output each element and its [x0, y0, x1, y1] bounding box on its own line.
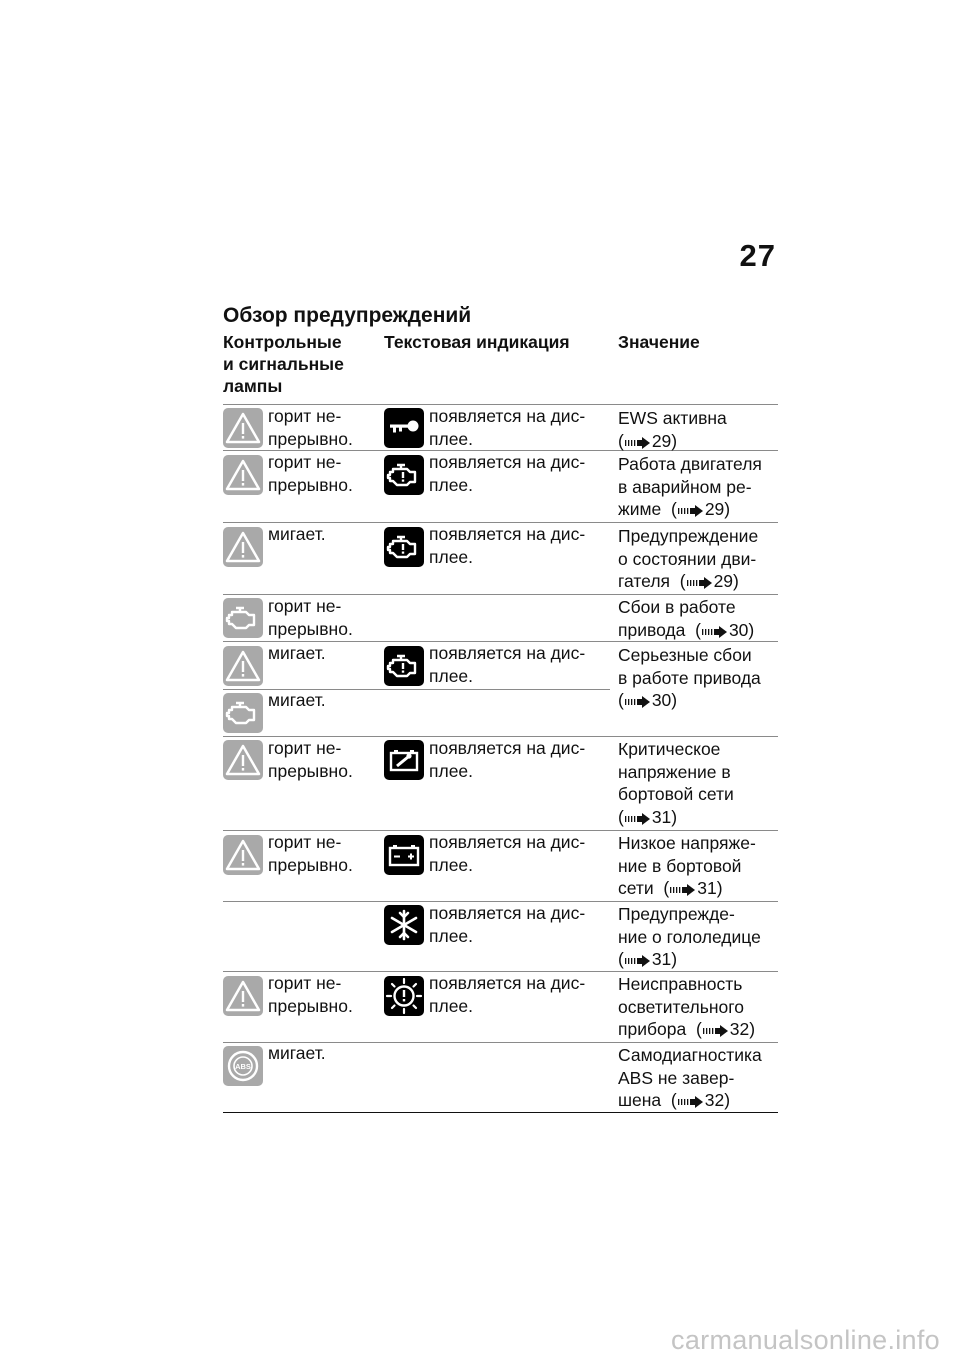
- lamp-state-line: мигает.: [268, 524, 326, 544]
- lamp-state-line: горит не-: [268, 738, 342, 758]
- meaning-text: [618, 453, 762, 521]
- meaning-ref: гателя ( 29): [618, 571, 739, 591]
- engine-icon: [384, 646, 424, 686]
- lamp-state: [268, 523, 326, 546]
- lamp-state: [268, 689, 326, 712]
- arrow-right-icon: [678, 1096, 704, 1108]
- meaning-text-line: о состоянии дви-: [618, 548, 757, 569]
- meaning-text-line: Самодиагностика: [618, 1045, 762, 1065]
- arrow-right-icon: [625, 955, 651, 967]
- arrow-right-icon: [625, 437, 651, 449]
- lamp-state: [268, 737, 353, 782]
- warning-triangle-icon: [223, 835, 263, 875]
- lamp-state-line: горит не-: [268, 596, 342, 616]
- display-text-line: плее.: [429, 995, 474, 1016]
- meaning-text-line: Низкое напряже-: [618, 833, 756, 853]
- lamp-state-line: прерывно.: [268, 618, 353, 639]
- arrow-right-icon: [678, 505, 704, 517]
- meaning-text-line: сети: [618, 878, 654, 898]
- meaning-text-line: напряжение в: [618, 761, 731, 782]
- meaning-text-line: жиме: [618, 499, 662, 519]
- lamp-state-line: прерывно.: [268, 474, 353, 495]
- lamp-state: [268, 405, 353, 450]
- meaning-ref-page: 32): [729, 1019, 756, 1039]
- engine-icon: [223, 598, 263, 638]
- display-text-line: появляется на дис-: [429, 643, 586, 663]
- meaning-text: [618, 596, 754, 641]
- lamp-state-line: прерывно.: [268, 760, 353, 781]
- meaning-text: [618, 525, 758, 593]
- section-title: Обзор предупреждений: [223, 304, 472, 327]
- meaning-text: [618, 407, 727, 452]
- display-text-line: появляется на дис-: [429, 903, 586, 923]
- meaning-text-line: гателя: [618, 571, 671, 591]
- lamp-state-line: горит не-: [268, 406, 342, 426]
- lamp-state: [268, 831, 353, 876]
- display-text-line: плее.: [429, 760, 474, 781]
- meaning-text-line: Работа двигателя: [618, 454, 762, 474]
- display-text: [429, 737, 585, 782]
- table-bottom-rule: [223, 1112, 778, 1113]
- lamp-state: [268, 642, 326, 665]
- lamp-state-line: горит не-: [268, 452, 342, 472]
- lamp-state-line: прерывно.: [268, 995, 353, 1016]
- display-text-line: плее.: [429, 925, 474, 946]
- arrow-right-icon: [702, 626, 728, 638]
- meaning-ref: сети ( 31): [618, 878, 723, 898]
- header-meaning: Значение: [618, 332, 700, 352]
- display-text-line: появляется на дис-: [429, 406, 586, 426]
- lamp-state: [268, 972, 353, 1017]
- lamp-state-line: мигает.: [268, 643, 326, 663]
- warning-triangle-icon: [223, 646, 263, 686]
- lamp-state: [268, 1042, 326, 1065]
- header-lamps-line: и сигнальные: [223, 354, 344, 374]
- display-text-line: появляется на дис-: [429, 832, 586, 852]
- meaning-text-line: привода: [618, 619, 686, 640]
- abs-icon-label: ABS: [235, 1062, 251, 1071]
- abs-icon: [223, 1046, 263, 1086]
- snowflake-icon: [384, 905, 424, 945]
- meaning-text-line: Сбои в работе: [618, 597, 736, 617]
- meaning-text: [618, 832, 756, 900]
- meaning-ref-page: 31): [651, 806, 678, 827]
- meaning-text-line: ние о гололедице: [618, 926, 761, 947]
- display-text-line: плее.: [429, 474, 474, 495]
- watermark: carmanualsonline.info: [671, 1325, 940, 1355]
- battery-icon: [384, 835, 424, 875]
- arrow-right-icon: [687, 577, 713, 589]
- meaning-text-line: EWS активна: [618, 408, 727, 428]
- meaning-ref: ( 31): [618, 949, 678, 969]
- display-text-line: плее.: [429, 854, 474, 875]
- meaning-ref: ( 31): [618, 806, 678, 827]
- header-display: Текстовая индикация: [384, 332, 570, 352]
- warning-triangle-icon: [223, 527, 263, 567]
- display-text: [429, 831, 585, 876]
- meaning-ref-page: 29): [651, 430, 678, 451]
- meaning-text-line: Предупреждение: [618, 526, 759, 546]
- display-text: [429, 642, 585, 687]
- lamp-fault-icon: [384, 976, 424, 1016]
- meaning-text-line: Критическое: [618, 739, 721, 759]
- meaning-ref-page: 30): [728, 619, 755, 640]
- meaning-ref-page: 29): [704, 499, 731, 519]
- display-text: [429, 972, 585, 1017]
- meaning-ref: ( 30): [618, 690, 678, 710]
- lamp-state-line: горит не-: [268, 832, 342, 852]
- battery-wrench-icon: [384, 740, 424, 780]
- meaning-text-line: шена: [618, 1090, 662, 1110]
- display-text-line: появляется на дис-: [429, 452, 586, 472]
- meaning-text-line: в работе привода: [618, 667, 761, 688]
- meaning-text-line: осветительного: [618, 996, 744, 1017]
- header-lamps: [223, 331, 373, 397]
- display-text-line: плее.: [429, 546, 474, 567]
- meaning-text-line: Неисправность: [618, 974, 743, 994]
- meaning-text-line: Предупрежде-: [618, 904, 735, 924]
- engine-icon: [384, 455, 424, 495]
- meaning-ref-page: 31): [697, 878, 723, 898]
- warning-triangle-icon: [223, 408, 263, 448]
- header-lamps-line: Контрольные: [223, 332, 342, 352]
- meaning-text-line: Серьезные сбои: [618, 645, 752, 665]
- warning-triangle-icon: [223, 455, 263, 495]
- lamp-state-line: мигает.: [268, 1043, 326, 1063]
- engine-icon: [384, 527, 424, 567]
- meaning-ref-page: 32): [704, 1090, 731, 1110]
- meaning-ref: жиме ( 29): [618, 499, 731, 519]
- warning-triangle-icon: [223, 740, 263, 780]
- meaning-text-line: прибора: [618, 1019, 687, 1039]
- meaning-ref-page: 31): [651, 949, 678, 969]
- display-text: [429, 451, 585, 496]
- display-text-line: плее.: [429, 665, 474, 686]
- meaning-text: [618, 903, 761, 971]
- arrow-right-icon: [625, 696, 651, 708]
- meaning-ref: ( 29): [618, 430, 678, 451]
- warning-triangle-icon: [223, 976, 263, 1016]
- display-text-line: появляется на дис-: [429, 738, 586, 758]
- display-text: [429, 902, 585, 947]
- page-number: 27: [739, 238, 776, 273]
- display-text-line: появляется на дис-: [429, 973, 586, 993]
- meaning-text: [618, 738, 734, 828]
- display-text-line: плее.: [429, 428, 474, 449]
- display-text-line: появляется на дис-: [429, 524, 586, 544]
- meaning-ref-page: 29): [713, 571, 739, 591]
- meaning-text-line: ние в бортовой: [618, 855, 742, 876]
- lamp-state-line: горит не-: [268, 973, 342, 993]
- meaning-ref: привода ( 30): [618, 619, 755, 640]
- lamp-state: [268, 595, 353, 640]
- meaning-ref: прибора ( 32): [618, 1019, 756, 1039]
- meaning-text-line: бортовой сети: [618, 784, 734, 804]
- meaning-text: [618, 973, 755, 1041]
- engine-icon: [223, 693, 263, 733]
- header-lamps-line: лампы: [223, 376, 283, 396]
- lamp-state-line: прерывно.: [268, 854, 353, 875]
- key-icon: [384, 408, 424, 448]
- lamp-state-line: мигает.: [268, 690, 326, 710]
- meaning-ref-page: 30): [651, 690, 678, 710]
- display-text: [429, 523, 585, 568]
- meaning-text: [618, 644, 761, 712]
- arrow-right-icon: [625, 813, 651, 825]
- display-text: [429, 405, 585, 450]
- lamp-state-line: прерывно.: [268, 428, 353, 449]
- meaning-text-line: ABS не завер-: [618, 1067, 735, 1088]
- arrow-right-icon: [670, 884, 696, 896]
- arrow-right-icon: [703, 1025, 729, 1037]
- meaning-ref: шена ( 32): [618, 1090, 731, 1110]
- meaning-text: [618, 1044, 762, 1112]
- lamp-state: [268, 451, 353, 496]
- meaning-text-line: в аварийном ре-: [618, 476, 752, 497]
